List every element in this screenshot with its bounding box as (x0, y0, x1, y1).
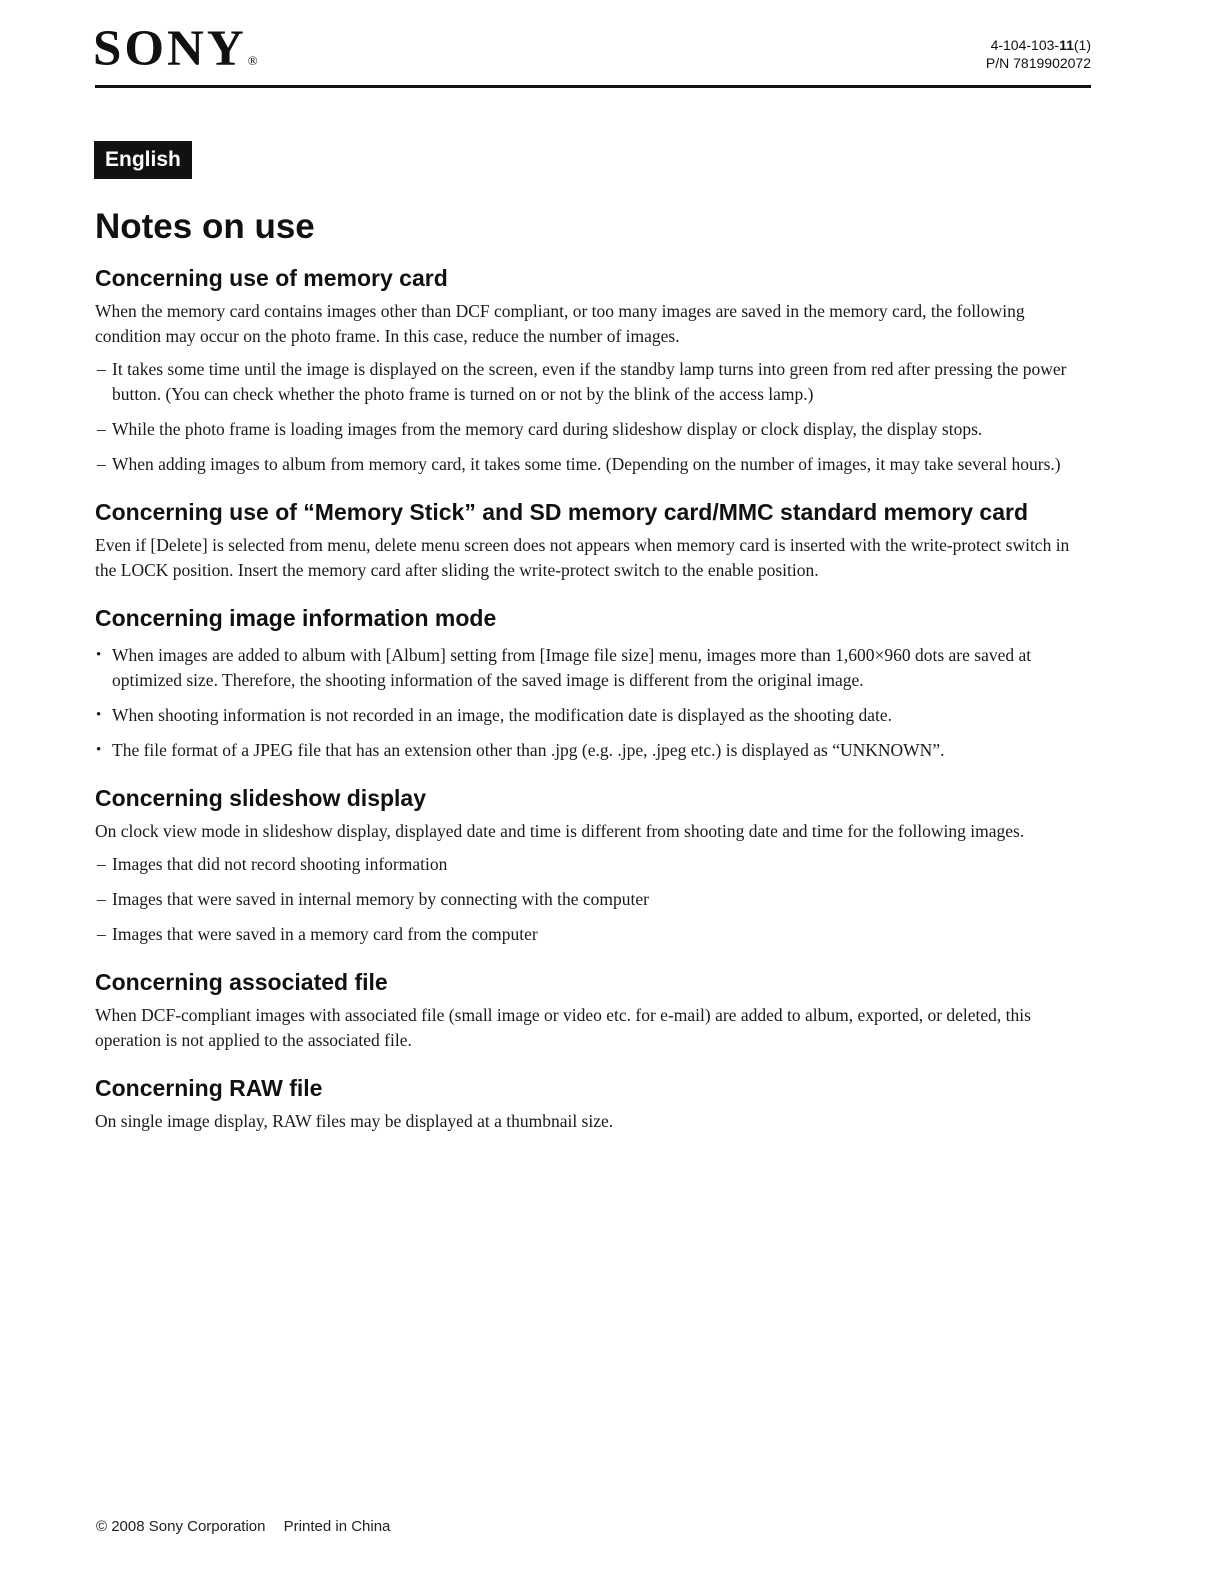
section-intro: When DCF-compliant images with associated file (small image or video etc. for e-mail) are added to album, exported, or deleted, this operation is not applied to the associated file. (95, 1005, 1031, 1050)
list-item-text: When images are added to album with [Album] setting from [Image file size] menu, images more than 1,600×960 dots are saved at optimized size. Therefore, the shooting information of the saved image is different from the original image. (112, 645, 1032, 690)
header-rule (95, 85, 1091, 88)
list-item-text: When adding images to album from memory card, it takes some time. (Depending on the number of images, it may take several hours.) (112, 454, 1061, 474)
dash-mark: – (97, 854, 106, 874)
section-associated-file (95, 967, 1095, 1053)
bullet-list (95, 643, 1095, 763)
page-title: Notes on use (95, 207, 315, 246)
dash-mark: – (97, 889, 106, 909)
section-raw-file (95, 1073, 1095, 1134)
list-item-text: Images that were saved in a memory card from the computer (112, 924, 538, 944)
dash-mark: – (97, 359, 106, 379)
list-item-text: Images that did not record shooting information (112, 854, 448, 874)
list-item-text: While the photo frame is loading images from the memory card during slideshow display or clock display, the display stops. (112, 419, 983, 439)
section-intro: When the memory card contains images other than DCF compliant, or too many images are saved in the memory card, the following condition may occur on the photo frame. In this case, reduce the number of images. (95, 301, 1025, 346)
list-item (95, 738, 1095, 763)
section-heading: Concerning RAW file (95, 1075, 323, 1101)
list-item (95, 887, 1095, 912)
dash-mark: – (97, 419, 106, 439)
printed-in: Printed in China (283, 1518, 391, 1535)
doc-code-bold: 11 (1059, 37, 1074, 53)
list-item-text: Images that were saved in internal memory by connecting with the computer (112, 889, 649, 909)
copyright: © 2008 Sony Corporation (96, 1518, 266, 1535)
doc-code-prefix: 4-104-103- (990, 37, 1060, 53)
section-intro: On clock view mode in slideshow display, displayed date and time is different from shooting date and time for the following images. (95, 821, 1025, 841)
section-heading: Concerning image information mode (95, 605, 497, 631)
list-item (95, 452, 1095, 477)
dash-mark: – (97, 924, 106, 944)
section-heading: Concerning use of “Memory Stick” and SD memory card/MMC standard memory card (95, 499, 1029, 525)
list-item-text: It takes some time until the image is displayed on the screen, even if the standby lamp turns into green from red after pressing the power button. (You can check whether the photo frame is turned on or not by the blink of the access lamp.) (112, 359, 1067, 404)
bullet-mark: • (96, 707, 102, 723)
list-item (95, 703, 1095, 728)
dash-list (95, 357, 1095, 477)
section-heading: Concerning associated file (95, 969, 388, 995)
doc-code-suffix: (1) (1073, 37, 1091, 53)
language-tab: English (94, 141, 192, 179)
bullet-mark: • (96, 647, 102, 663)
document-number (986, 36, 1091, 72)
section-heading: Concerning use of memory card (95, 265, 448, 291)
list-item-text: The file format of a JPEG file that has an extension other than .jpg (e.g. .jpe, .jpeg etc.) is displayed as “UNKNOWN”. (112, 740, 945, 760)
list-item (95, 417, 1095, 442)
part-number: P/N 7819902072 (985, 55, 1091, 71)
dash-list (95, 852, 1095, 947)
registered-mark: ® (247, 53, 258, 68)
section-memory-card (95, 263, 1095, 477)
section-intro: On single image display, RAW files may be displayed at a thumbnail size. (95, 1111, 614, 1131)
list-item (95, 852, 1095, 877)
section-heading: Concerning slideshow display (95, 785, 427, 811)
section-memory-stick (95, 497, 1095, 583)
list-item (95, 357, 1095, 407)
section-slideshow (95, 783, 1095, 947)
list-item (95, 922, 1095, 947)
list-item (95, 643, 1095, 693)
sony-logo (93, 21, 258, 77)
bullet-mark: • (96, 742, 102, 758)
footer (96, 1518, 390, 1535)
section-intro: Even if [Delete] is selected from menu, delete menu screen does not appears when memory card is inserted with the write-protect switch in the LOCK position. Insert the memory card after sliding the write-protect switch to the enable position. (95, 535, 1070, 580)
content (95, 205, 1095, 1154)
section-image-info-mode (95, 603, 1095, 763)
dash-mark: – (97, 454, 106, 474)
doc-code (986, 36, 1091, 54)
list-item-text: When shooting information is not recorded in an image, the modification date is displayed as the shooting date. (112, 705, 893, 725)
brand-name: SONY (93, 21, 247, 77)
